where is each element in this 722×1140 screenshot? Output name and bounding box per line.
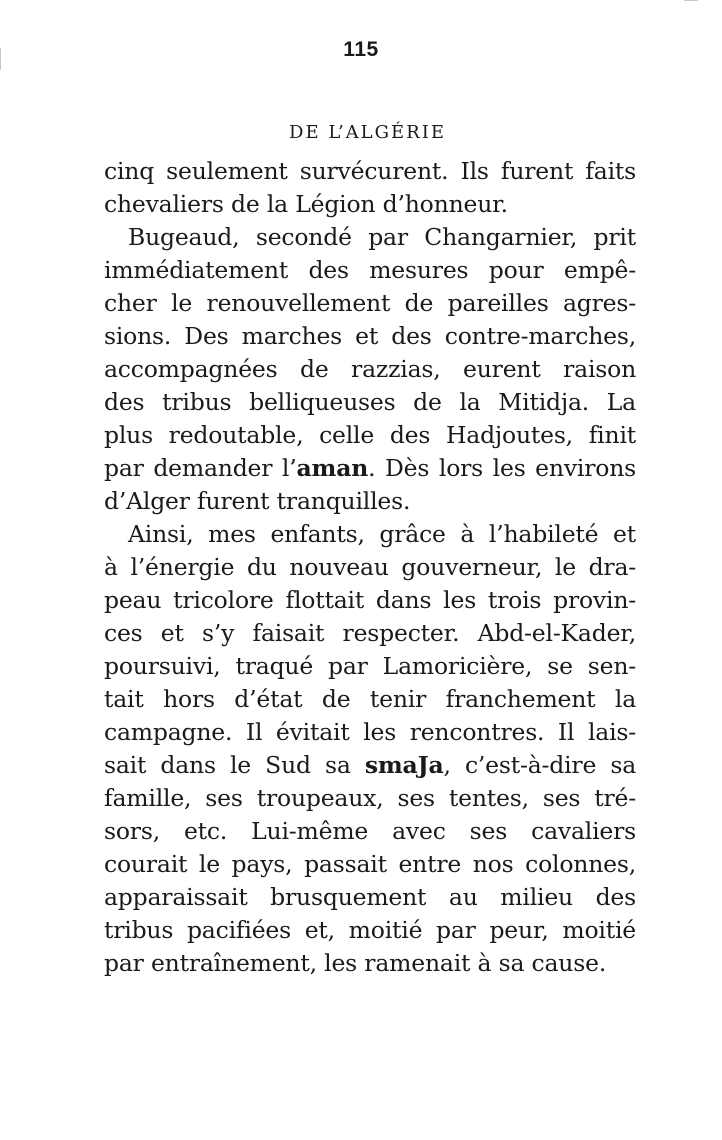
- text-line: plus redoutable, celle des Hadjoutes, finit: [104, 421, 636, 449]
- scan-edge-mark: [684, 0, 698, 1]
- text-line: peau tricolore flottait dans les trois provin-: [104, 586, 636, 614]
- text-line: cher le renouvellement de pareilles agres-: [104, 289, 636, 317]
- text-line: cinq seulement survécurent. Ils furent faits: [104, 157, 636, 185]
- text-line: tribus pacifiées et, moitié par peur, moitié: [104, 916, 636, 944]
- text-segment: , c’est-à-dire sa: [443, 751, 637, 779]
- text-line: [104, 452, 636, 485]
- page-number: 115: [343, 38, 379, 61]
- text-line: famille, ses troupeaux, ses tentes, ses tré-: [104, 784, 636, 812]
- text-line: tait hors d’état de tenir franchement la: [104, 685, 636, 713]
- text-line: accompagnées de razzias, eurent raison: [104, 355, 636, 383]
- bold-term: aman: [296, 454, 369, 482]
- text-line: campagne. Il évitait les rencontres. Il lais-: [104, 718, 636, 746]
- text-segment: par demander l’: [104, 454, 297, 482]
- text-line: courait le pays, passait entre nos colonnes,: [104, 850, 636, 878]
- text-line: poursuivi, traqué par Lamoricière, se sen-: [104, 652, 636, 680]
- text-line: sions. Des marches et des contre-marches,: [104, 322, 636, 350]
- text-segment: sait dans le Sud sa: [104, 751, 365, 779]
- scan-edge-mark: [0, 48, 1, 70]
- text-line: [104, 749, 636, 782]
- running-head: DE L’ALGÉRIE: [289, 122, 446, 143]
- text-line: sors, etc. Lui-même avec ses cavaliers: [104, 817, 636, 845]
- bold-term: smaJa: [364, 751, 444, 779]
- text-line: chevaliers de la Légion d’honneur.: [104, 190, 508, 218]
- body-text: [104, 155, 636, 980]
- text-line: Ainsi, mes enfants, grâce à l’habileté et: [128, 520, 636, 548]
- text-line: par entraînement, les ramenait à sa cause.: [104, 949, 607, 977]
- text-line: des tribus belliqueuses de la Mitidja. La: [104, 388, 636, 416]
- text-line: ces et s’y faisait respecter. Abd-el-Kader,: [104, 619, 636, 647]
- text-line: d’Alger furent tranquilles.: [104, 487, 411, 515]
- text-line: apparaissait brusquement au milieu des: [104, 883, 636, 911]
- text-line: Bugeaud, secondé par Changarnier, prit: [128, 223, 636, 251]
- text-segment: . Dès lors les environs: [368, 454, 636, 482]
- text-line: à l’énergie du nouveau gouverneur, le dra-: [104, 553, 636, 581]
- text-line: immédiatement des mesures pour empê-: [104, 256, 636, 284]
